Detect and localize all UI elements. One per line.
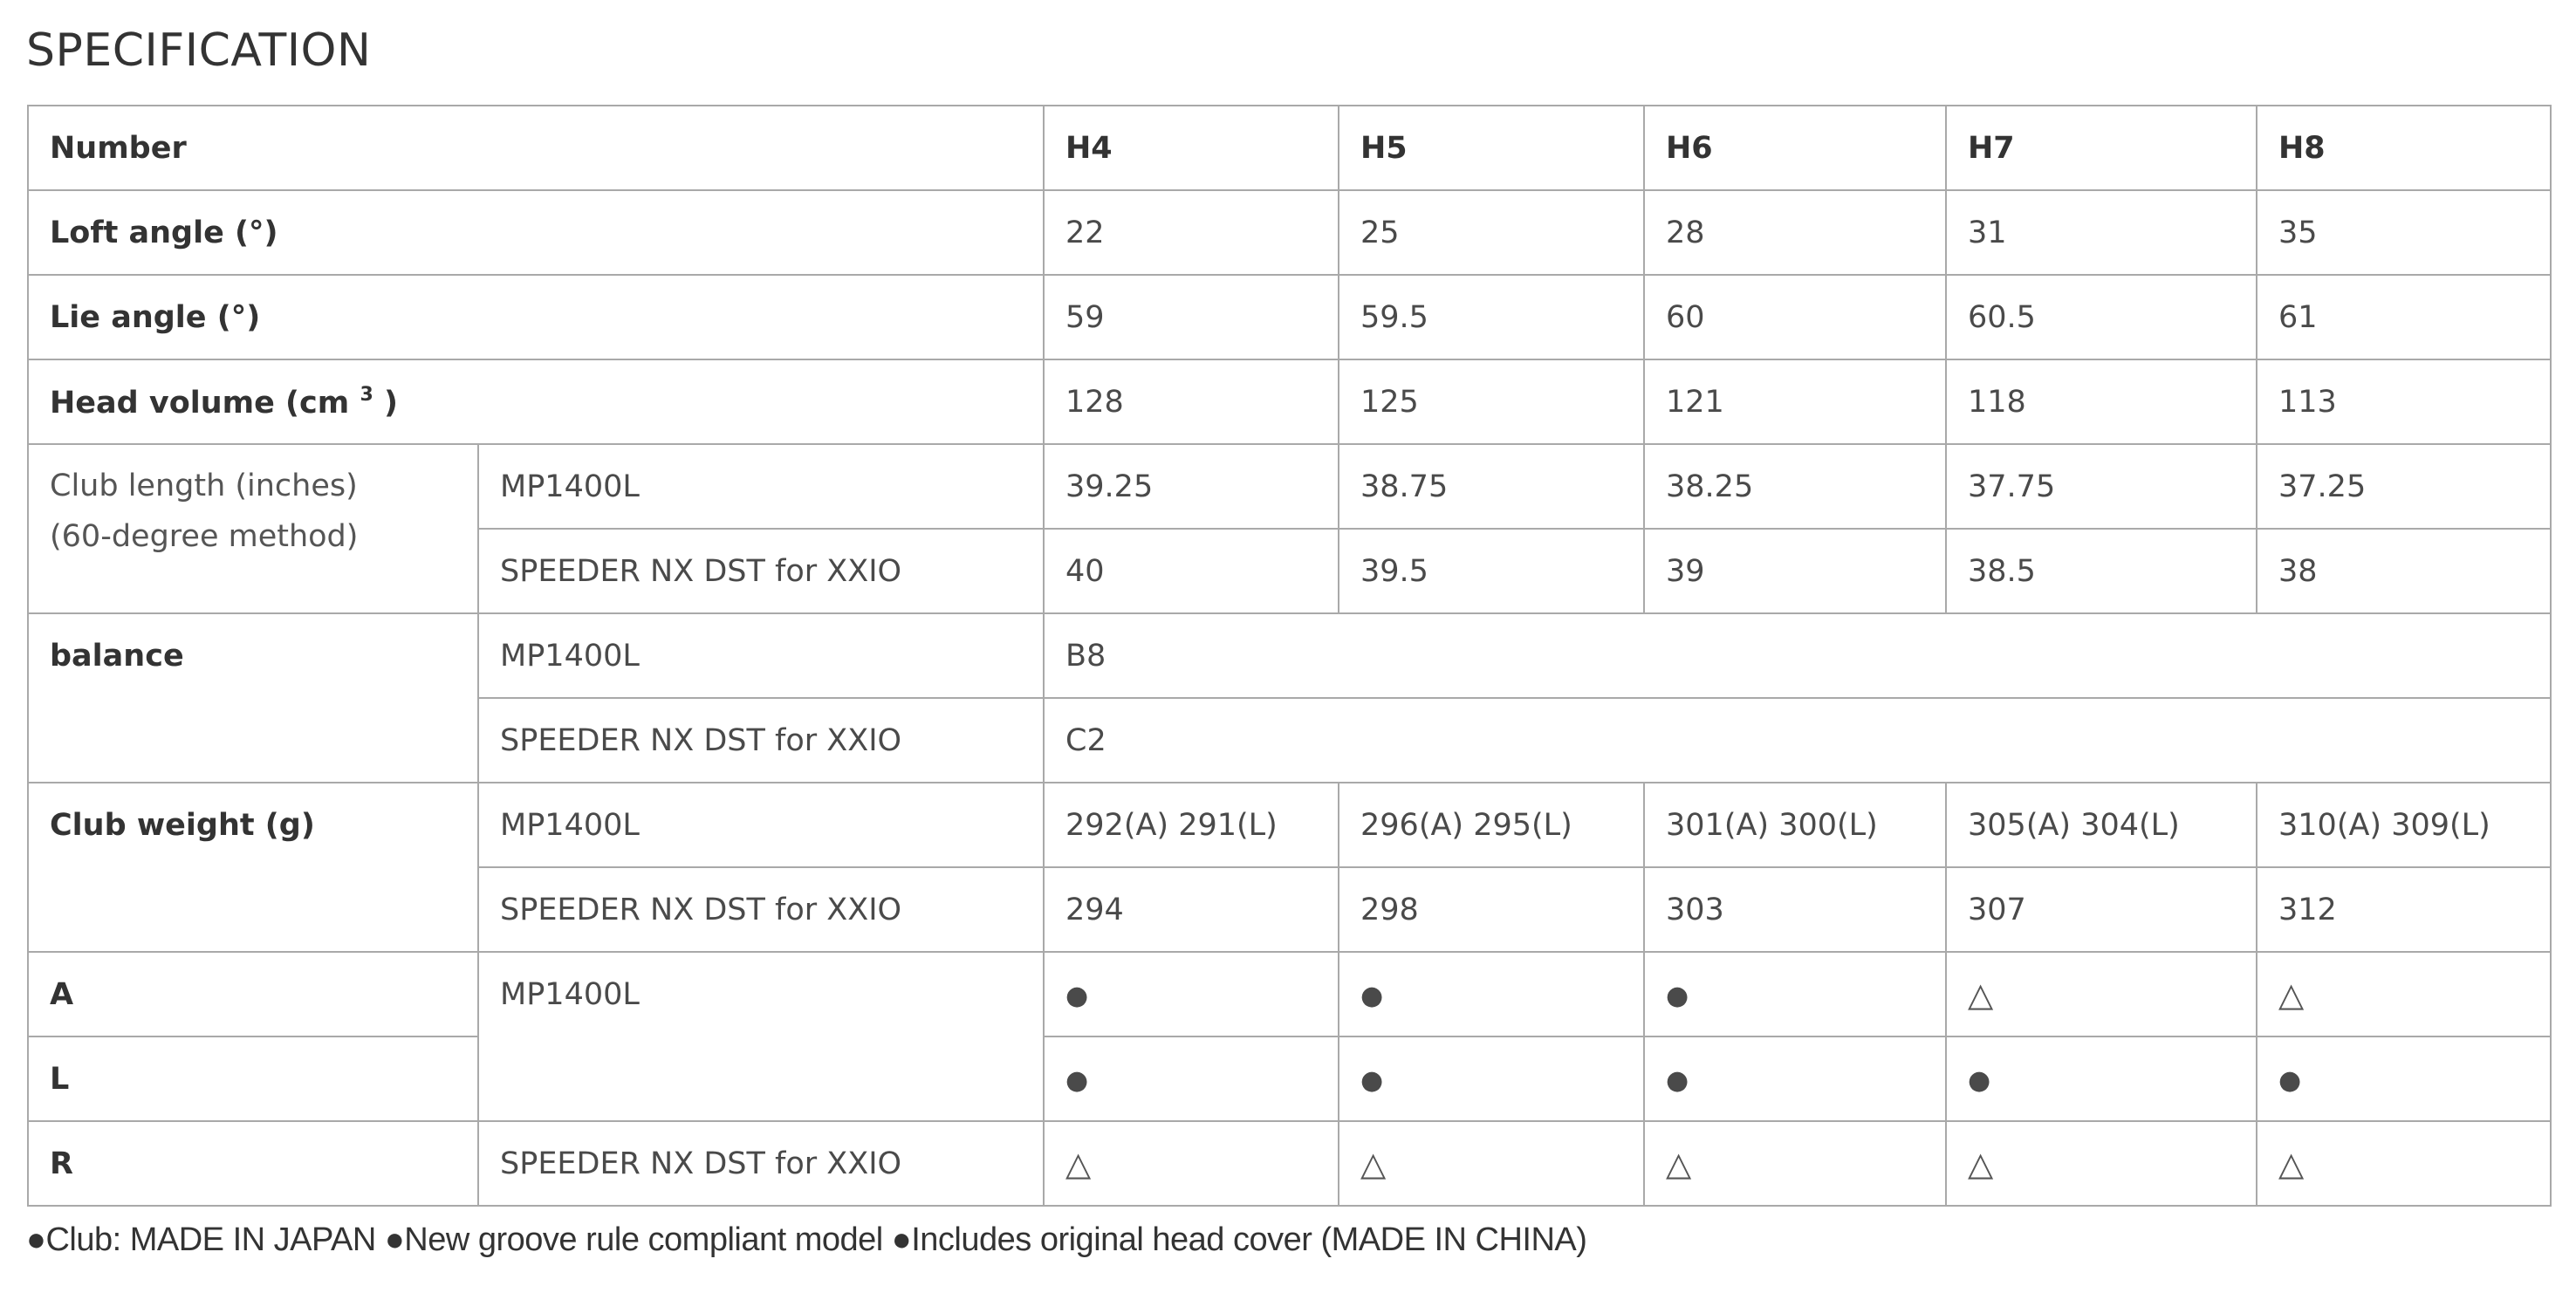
model-header: H4 (1044, 106, 1339, 190)
page-title: SPECIFICATION (26, 24, 372, 77)
table-cell: 59.5 (1339, 275, 1644, 359)
mark-glyph: △ (1666, 1144, 1692, 1183)
shaft-label: MP1400L (478, 444, 1044, 529)
shaft-label: SPEEDER NX DST for XXIO (478, 698, 1044, 783)
availability-mark (2257, 952, 2551, 1036)
table-row-flex-r (28, 1121, 2551, 1206)
mark-glyph: ● (1065, 1064, 1089, 1096)
mark-glyph: △ (2278, 1144, 2305, 1183)
mark-glyph: ● (1666, 1064, 1689, 1096)
table-cell: 25 (1339, 190, 1644, 275)
table-cell: C2 (1044, 698, 2551, 783)
table-cell: 125 (1339, 359, 1644, 444)
availability-mark (2257, 1036, 2551, 1121)
table-row-weight-1 (28, 783, 2551, 867)
availability-mark (1044, 1036, 1339, 1121)
table-cell: 307 (1946, 867, 2257, 952)
table-cell: 59 (1044, 275, 1339, 359)
availability-mark (1339, 1121, 1644, 1206)
table-cell: 39.25 (1044, 444, 1339, 529)
table-cell: 60.5 (1946, 275, 2257, 359)
mark-glyph: ● (1360, 980, 1384, 1011)
table-cell: 312 (2257, 867, 2551, 952)
table-cell: 121 (1644, 359, 1946, 444)
table-cell: 128 (1044, 359, 1339, 444)
length-label-line1: Club length (inches) (50, 469, 358, 503)
volume-label-sup: 3 (360, 383, 373, 406)
row-label-flex-r: R (28, 1121, 478, 1206)
table-row-flex-a (28, 952, 2551, 1036)
table-cell: 31 (1946, 190, 2257, 275)
shaft-label: MP1400L (478, 783, 1044, 867)
row-label-balance: balance (28, 613, 478, 783)
spec-table (27, 105, 2552, 1207)
availability-mark (1339, 952, 1644, 1036)
table-cell: 305(A) 304(L) (1946, 783, 2257, 867)
table-cell: 113 (2257, 359, 2551, 444)
mark-glyph: ● (1666, 980, 1689, 1011)
row-label-lie: Lie angle (°) (28, 275, 1044, 359)
table-cell: 118 (1946, 359, 2257, 444)
availability-mark (1946, 952, 2257, 1036)
mark-glyph: △ (1968, 1144, 1994, 1183)
table-cell: 37.75 (1946, 444, 2257, 529)
model-header: H7 (1946, 106, 2257, 190)
table-row-loft (28, 190, 2551, 275)
row-label-loft: Loft angle (°) (28, 190, 1044, 275)
availability-mark (1044, 1121, 1339, 1206)
availability-mark (1644, 1036, 1946, 1121)
table-row-length-1 (28, 444, 2551, 529)
shaft-label: MP1400L (478, 952, 1044, 1121)
mark-glyph: ● (1968, 1064, 1991, 1096)
table-cell: 39 (1644, 529, 1946, 613)
table-cell: 292(A) 291(L) (1044, 783, 1339, 867)
table-cell: 298 (1339, 867, 1644, 952)
table-cell: 61 (2257, 275, 2551, 359)
table-row-flex-l (28, 1036, 2551, 1121)
table-cell: B8 (1044, 613, 2551, 698)
model-header: H6 (1644, 106, 1946, 190)
table-cell: 28 (1644, 190, 1946, 275)
table-cell: 38.25 (1644, 444, 1946, 529)
row-label-number: Number (28, 106, 1044, 190)
length-label-line2: (60-degree method) (50, 519, 359, 554)
mark-glyph: △ (1968, 975, 1994, 1014)
mark-glyph: △ (1065, 1144, 1092, 1183)
table-row-number (28, 106, 2551, 190)
table-cell: 35 (2257, 190, 2551, 275)
table-cell: 38 (2257, 529, 2551, 613)
availability-mark (1644, 952, 1946, 1036)
table-cell: 22 (1044, 190, 1339, 275)
volume-label-end: ) (383, 385, 398, 421)
row-label-length (28, 444, 478, 613)
table-cell: 301(A) 300(L) (1644, 783, 1946, 867)
table-cell: 39.5 (1339, 529, 1644, 613)
table-row-lie (28, 275, 2551, 359)
table-cell: 60 (1644, 275, 1946, 359)
volume-label-text: Head volume (cm (50, 385, 350, 421)
shaft-label: MP1400L (478, 613, 1044, 698)
mark-glyph: △ (1360, 1144, 1387, 1183)
row-label-flex-a: A (28, 952, 478, 1036)
table-cell: 303 (1644, 867, 1946, 952)
table-cell: 296(A) 295(L) (1339, 783, 1644, 867)
table-cell: 40 (1044, 529, 1339, 613)
availability-mark (1339, 1036, 1644, 1121)
table-cell: 37.25 (2257, 444, 2551, 529)
model-header: H8 (2257, 106, 2551, 190)
model-header: H5 (1339, 106, 1644, 190)
row-label-flex-l: L (28, 1036, 478, 1121)
mark-glyph: ● (1360, 1064, 1384, 1096)
availability-mark (1946, 1121, 2257, 1206)
availability-mark (1946, 1036, 2257, 1121)
shaft-label: SPEEDER NX DST for XXIO (478, 1121, 1044, 1206)
mark-glyph: △ (2278, 975, 2305, 1014)
availability-mark (1644, 1121, 1946, 1206)
table-cell: 38.5 (1946, 529, 2257, 613)
table-cell: 38.75 (1339, 444, 1644, 529)
table-cell: 294 (1044, 867, 1339, 952)
availability-mark (1044, 952, 1339, 1036)
mark-glyph: ● (2278, 1064, 2302, 1096)
row-label-volume (28, 359, 1044, 444)
table-row-volume (28, 359, 2551, 444)
shaft-label: SPEEDER NX DST for XXIO (478, 529, 1044, 613)
availability-mark (2257, 1121, 2551, 1206)
table-cell: 310(A) 309(L) (2257, 783, 2551, 867)
footnote: ●Club: MADE IN JAPAN ●New groove rule compliant model ●Includes original head cover (MADE IN CHINA) (26, 1221, 1587, 1258)
table-row-balance-1 (28, 613, 2551, 698)
row-label-weight: Club weight (g) (28, 783, 478, 952)
shaft-label: SPEEDER NX DST for XXIO (478, 867, 1044, 952)
mark-glyph: ● (1065, 980, 1089, 1011)
